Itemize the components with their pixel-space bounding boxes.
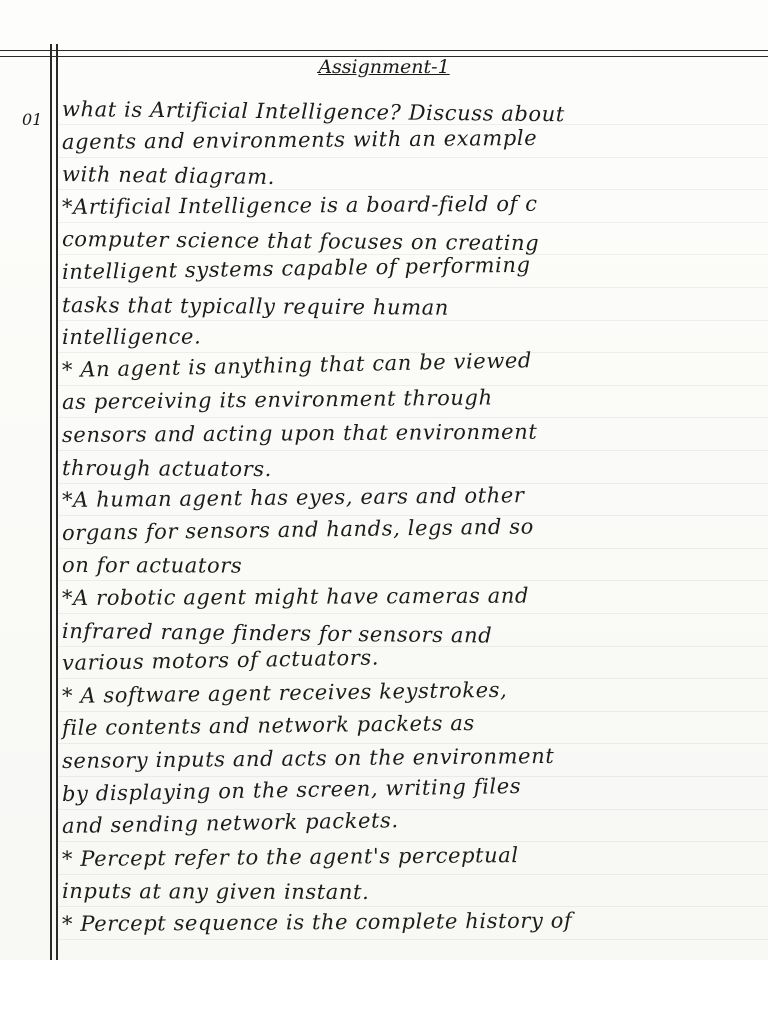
page-title: Assignment-1 [318,56,450,78]
text-line: tasks that typically require human [61,292,450,320]
text-line: *Artificial Intelligence is a board-field of c [61,191,538,219]
text-line: * An agent is anything that can be viewed [61,347,533,382]
ruled-line [58,222,768,223]
top-rule [0,50,768,51]
margin-line [56,44,58,964]
text-line: through actuators. [61,455,273,481]
text-line: *A human agent has eyes, ears and other [61,483,525,513]
text-line: various motors of actuators. [61,645,380,676]
text-line: organs for sensors and hands, legs and so [61,514,535,545]
text-line: * Percept refer to the agent's perceptual [61,842,519,871]
ruled-line [58,548,768,549]
question-number: 01 [22,110,43,129]
margin-line [50,44,52,964]
text-line: on for actuators [61,553,243,579]
ruled-line [58,450,768,451]
text-line: with neat diagram. [61,162,276,190]
ruled-line [58,157,768,158]
text-line: intelligence. [61,324,202,350]
text-line: as perceiving its environment through [61,385,493,415]
text-line: sensors and acting upon that environment [61,419,538,447]
text-line: what is Artificial Intelligence? Discuss about [61,97,566,127]
text-line: agents and environments with an example [61,125,538,154]
text-line: computer science that focuses on creating [61,227,540,256]
ruled-line [58,874,768,875]
page-bottom [0,960,768,1024]
text-line: and sending network packets. [61,808,399,839]
text-line: intelligent systems capable of performing [61,252,531,284]
text-line: * Percept sequence is the complete history of [61,908,573,936]
text-line: inputs at any given instant. [61,879,370,905]
text-line: file contents and network packets as [61,711,475,741]
ruled-line [58,939,768,940]
ruled-line [58,287,768,288]
text-line: by displaying on the screen, writing files [61,773,522,806]
text-line: infrared range finders for sensors and [61,618,493,648]
text-line: sensory inputs and acts on the environment [61,743,555,773]
ruled-line [58,613,768,614]
text-line: *A robotic agent might have cameras and [61,583,530,610]
text-line: * A software agent receives keystrokes, [61,677,508,708]
